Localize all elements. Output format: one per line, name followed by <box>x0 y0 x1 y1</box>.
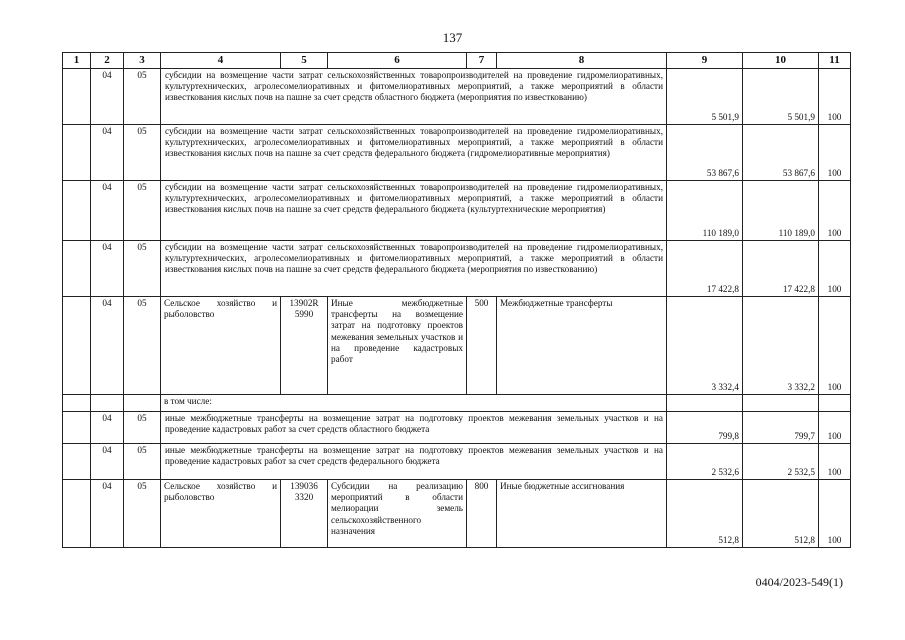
target-article-code: 13902R 5990 <box>281 297 328 395</box>
expense-type-code: 800 <box>467 480 497 548</box>
section-name: Сельское хозяйство и рыболовство <box>161 297 281 395</box>
budget-table <box>62 52 851 548</box>
section-code: 04 <box>91 297 124 395</box>
section-code: 04 <box>91 241 124 297</box>
execution-percent: 100 <box>819 125 851 181</box>
actual-amount: 512,8 <box>743 480 819 548</box>
target-article-code: 139036 3320 <box>281 480 328 548</box>
planned-amount: 53 867,6 <box>667 125 743 181</box>
subsection-code: 05 <box>124 480 161 548</box>
col-header-2: 2 <box>91 53 124 69</box>
table-row <box>63 241 851 297</box>
subsection-code: 05 <box>124 125 161 181</box>
planned-amount: 110 189,0 <box>667 181 743 241</box>
subsection-code: 05 <box>124 241 161 297</box>
table-row <box>63 181 851 241</box>
section-code: 04 <box>91 444 124 480</box>
execution-percent: 100 <box>819 241 851 297</box>
col-header-3: 3 <box>124 53 161 69</box>
subsection-code: 05 <box>124 69 161 125</box>
row-description: иные межбюджетные трансферты на возмещение затрат на подготовку проектов межевания земельных участков и на проведение кадастровых работ за счет средств федерального бюджета <box>161 444 667 480</box>
section-code: 04 <box>91 125 124 181</box>
actual-amount: 3 332,2 <box>743 297 819 395</box>
planned-amount: 2 532,6 <box>667 444 743 480</box>
table-row <box>63 480 851 548</box>
table-row <box>63 444 851 480</box>
expense-type-name: Иные бюджетные ассигнования <box>497 480 667 548</box>
expense-type-code: 500 <box>467 297 497 395</box>
subsection-code: 05 <box>124 181 161 241</box>
execution-percent: 100 <box>819 480 851 548</box>
section-code: 04 <box>91 480 124 548</box>
actual-amount: 799,7 <box>743 412 819 444</box>
target-article-name: Иные межбюджетные трансферты на возмещение затрат на подготовку проектов межевания земельных участков и на проведение кадастровых работ <box>328 297 467 395</box>
col-header-8: 8 <box>497 53 667 69</box>
table-row <box>63 412 851 444</box>
execution-percent: 100 <box>819 181 851 241</box>
col-header-1: 1 <box>63 53 91 69</box>
execution-percent: 100 <box>819 412 851 444</box>
col-header-4: 4 <box>161 53 281 69</box>
subsection-code: 05 <box>124 412 161 444</box>
planned-amount: 799,8 <box>667 412 743 444</box>
table-row <box>63 69 851 125</box>
page-number: 137 <box>442 30 463 45</box>
table-row <box>63 125 851 181</box>
col-header-9: 9 <box>667 53 743 69</box>
col-header-5: 5 <box>281 53 328 69</box>
section-code: 04 <box>91 412 124 444</box>
col-header-7: 7 <box>467 53 497 69</box>
row-description: иные межбюджетные трансферты на возмещение затрат на подготовку проектов межевания земельных участков и на проведение кадастровых работ за счет средств областного бюджета <box>161 412 667 444</box>
execution-percent: 100 <box>819 69 851 125</box>
planned-amount: 5 501,9 <box>667 69 743 125</box>
actual-amount: 17 422,8 <box>743 241 819 297</box>
col-header-11: 11 <box>819 53 851 69</box>
col-header-10: 10 <box>743 53 819 69</box>
target-article-name: Субсидии на реализацию мероприятий в области мелиорации земель сельскохозяйственного назначения <box>328 480 467 548</box>
execution-percent: 100 <box>819 444 851 480</box>
table-row <box>63 297 851 395</box>
header-row <box>63 53 851 69</box>
planned-amount: 17 422,8 <box>667 241 743 297</box>
planned-amount: 3 332,4 <box>667 297 743 395</box>
section-code: 04 <box>91 69 124 125</box>
planned-amount: 512,8 <box>667 480 743 548</box>
expense-type-name: Межбюджетные трансферты <box>497 297 667 395</box>
row-description: субсидии на возмещение части затрат сельскохозяйственных товаропроизводителей на проведение гидромелиоративных, культуртехнических, агролесомелиоративных и фитомелиоративных мероприятий, а также мероприятий в области известкования кислых почв на пашне за счет средств федерального бюджета (культуртехнические мероприятия) <box>161 181 667 241</box>
row-description: субсидии на возмещение части затрат сельскохозяйственных товаропроизводителей на проведение гидромелиоративных, культуртехнических, агролесомелиоративных и фитомелиоративных мероприятий, а также мероприятий в области известкования кислых почв на пашне за счет средств федерального бюджета (гидромелиоративные мероприятия) <box>161 125 667 181</box>
subsection-code: 05 <box>124 297 161 395</box>
subsection-code: 05 <box>124 444 161 480</box>
table-row <box>63 395 851 412</box>
row-description: субсидии на возмещение части затрат сельскохозяйственных товаропроизводителей на проведение гидромелиоративных, культуртехнических, агролесомелиоративных и фитомелиоративных мероприятий, а также мероприятий в области известкования кислых почв на пашне за счет средств федерального бюджета (мероприятия по известкованию) <box>161 241 667 297</box>
col-header-6: 6 <box>328 53 467 69</box>
actual-amount: 53 867,6 <box>743 125 819 181</box>
document-code: 0404/2023-549(1) <box>755 575 843 589</box>
execution-percent: 100 <box>819 297 851 395</box>
including-label: в том числе: <box>161 395 667 412</box>
actual-amount: 2 532,5 <box>743 444 819 480</box>
section-name: Сельское хозяйство и рыболовство <box>161 480 281 548</box>
section-code: 04 <box>91 181 124 241</box>
actual-amount: 110 189,0 <box>743 181 819 241</box>
row-description: субсидии на возмещение части затрат сельскохозяйственных товаропроизводителей на проведение гидромелиоративных, культуртехнических, агролесомелиоративных и фитомелиоративных мероприятий, а также мероприятий в области известкования кислых почв на пашне за счет средств областного бюджета (мероприятия по известкованию) <box>161 69 667 125</box>
actual-amount: 5 501,9 <box>743 69 819 125</box>
